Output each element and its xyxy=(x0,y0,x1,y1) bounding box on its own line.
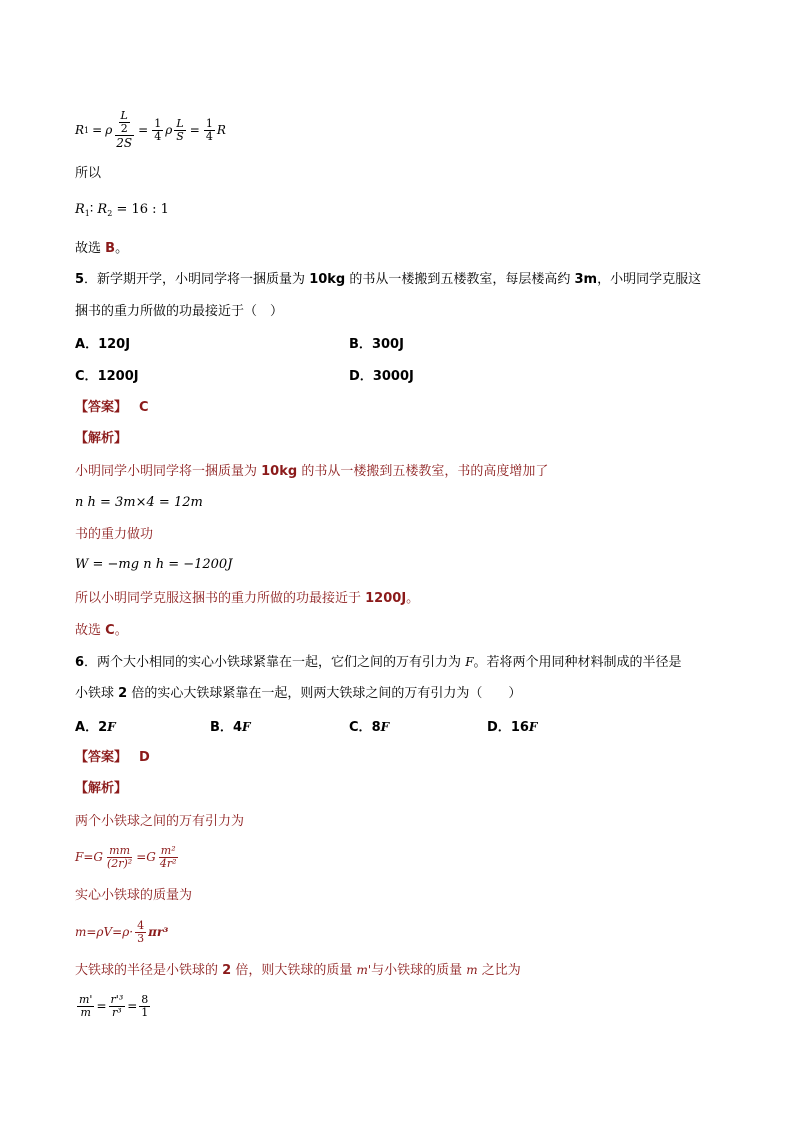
q6-force-formula: F=G $\frac{mm}{\text{(2r)²}}$ =G $\frac{\text{m²}}{\text{4r²}}$ xyxy=(75,843,177,870)
q5-analysis-line1: 小明同学小明同学将一捆质量为 10kg 的书从一楼搬到五楼教室，书的高度增加了 xyxy=(75,464,549,479)
q6-answer: 【答案】 D xyxy=(75,750,150,765)
q5-stem-line2: 捆书的重力所做的功最接近于（ ） xyxy=(75,304,284,319)
q6-stem-line1: 6．两个大小相同的实心小铁球紧靠在一起，它们之间的万有引力为 F。若将两个用同种材料制成的半径是 xyxy=(75,655,682,670)
q5-option-b[interactable]: B．300J xyxy=(349,337,404,352)
choose-b: 故选 B。 xyxy=(75,241,129,256)
ratio-formula: $R_1∶$ $R_2 = 16$ : 1 xyxy=(75,202,169,218)
q5-eq2: W = −mg n h = −1200J xyxy=(75,557,233,572)
q6-analysis-label: 【解析】 xyxy=(75,781,128,796)
q5-option-c[interactable]: C．1200J xyxy=(75,369,139,384)
q5-choose: 故选 C。 xyxy=(75,623,128,638)
q6-mass-formula: m=ρV=ρ· $\frac{4}{3}$ πr³ xyxy=(75,918,169,945)
q6-option-b[interactable]: B．4F xyxy=(210,720,251,735)
q6-analysis-line1: 两个小铁球之间的万有引力为 xyxy=(75,814,245,829)
fraction-big: $\frac{\frac{L}{2}}{2S}$ xyxy=(116,109,133,150)
formula-r1: R 1 = ρ $\frac{\frac{L}{2}}{2S}$ = $\frac{1}{4}$ ρ $\frac{L}{S}$ = $\frac{1}{4}$ R xyxy=(75,109,226,150)
q6-option-c[interactable]: C．8F xyxy=(349,720,390,735)
q5-eq1: n h = 3m×4 = 12m xyxy=(75,495,203,510)
text-suoyi: 所以 xyxy=(75,166,102,181)
q6-option-a[interactable]: A．2F xyxy=(75,720,116,735)
q6-analysis-line3: 大铁球的半径是小铁球的 2 倍，则大铁球的质量 m'与小铁球的质量 m 之比为 xyxy=(75,963,521,978)
q5-analysis-line3: 所以小明同学克服这捆书的重力所做的功最接近于 1200J。 xyxy=(75,591,420,606)
q6-option-d[interactable]: D．16F xyxy=(487,720,538,735)
q5-option-d[interactable]: D．3000J xyxy=(349,369,414,384)
q5-stem-line1: 5．新学期开学，小明同学将一捆质量为 10kg 的书从一楼搬到五楼教室，每层楼高约 3m，小明同学克服这 xyxy=(75,272,702,287)
q5-answer: 【答案】 C xyxy=(75,400,149,415)
q5-analysis-label: 【解析】 xyxy=(75,431,128,446)
q5-analysis-line2: 书的重力做功 xyxy=(75,527,154,542)
q5-option-a[interactable]: A．120J xyxy=(75,337,131,352)
q6-ratio-formula: $\frac{m'}{m}$ = $\frac{\text{r'³}}{\text{r³}}$ = $\frac{8}{1}$ xyxy=(79,992,149,1019)
q6-stem-line2: 小铁球 2 倍的实心大铁球紧靠在一起，则两大铁球之间的万有引力为（ ） xyxy=(75,686,522,701)
q6-analysis-line2: 实心小铁球的质量为 xyxy=(75,888,193,903)
